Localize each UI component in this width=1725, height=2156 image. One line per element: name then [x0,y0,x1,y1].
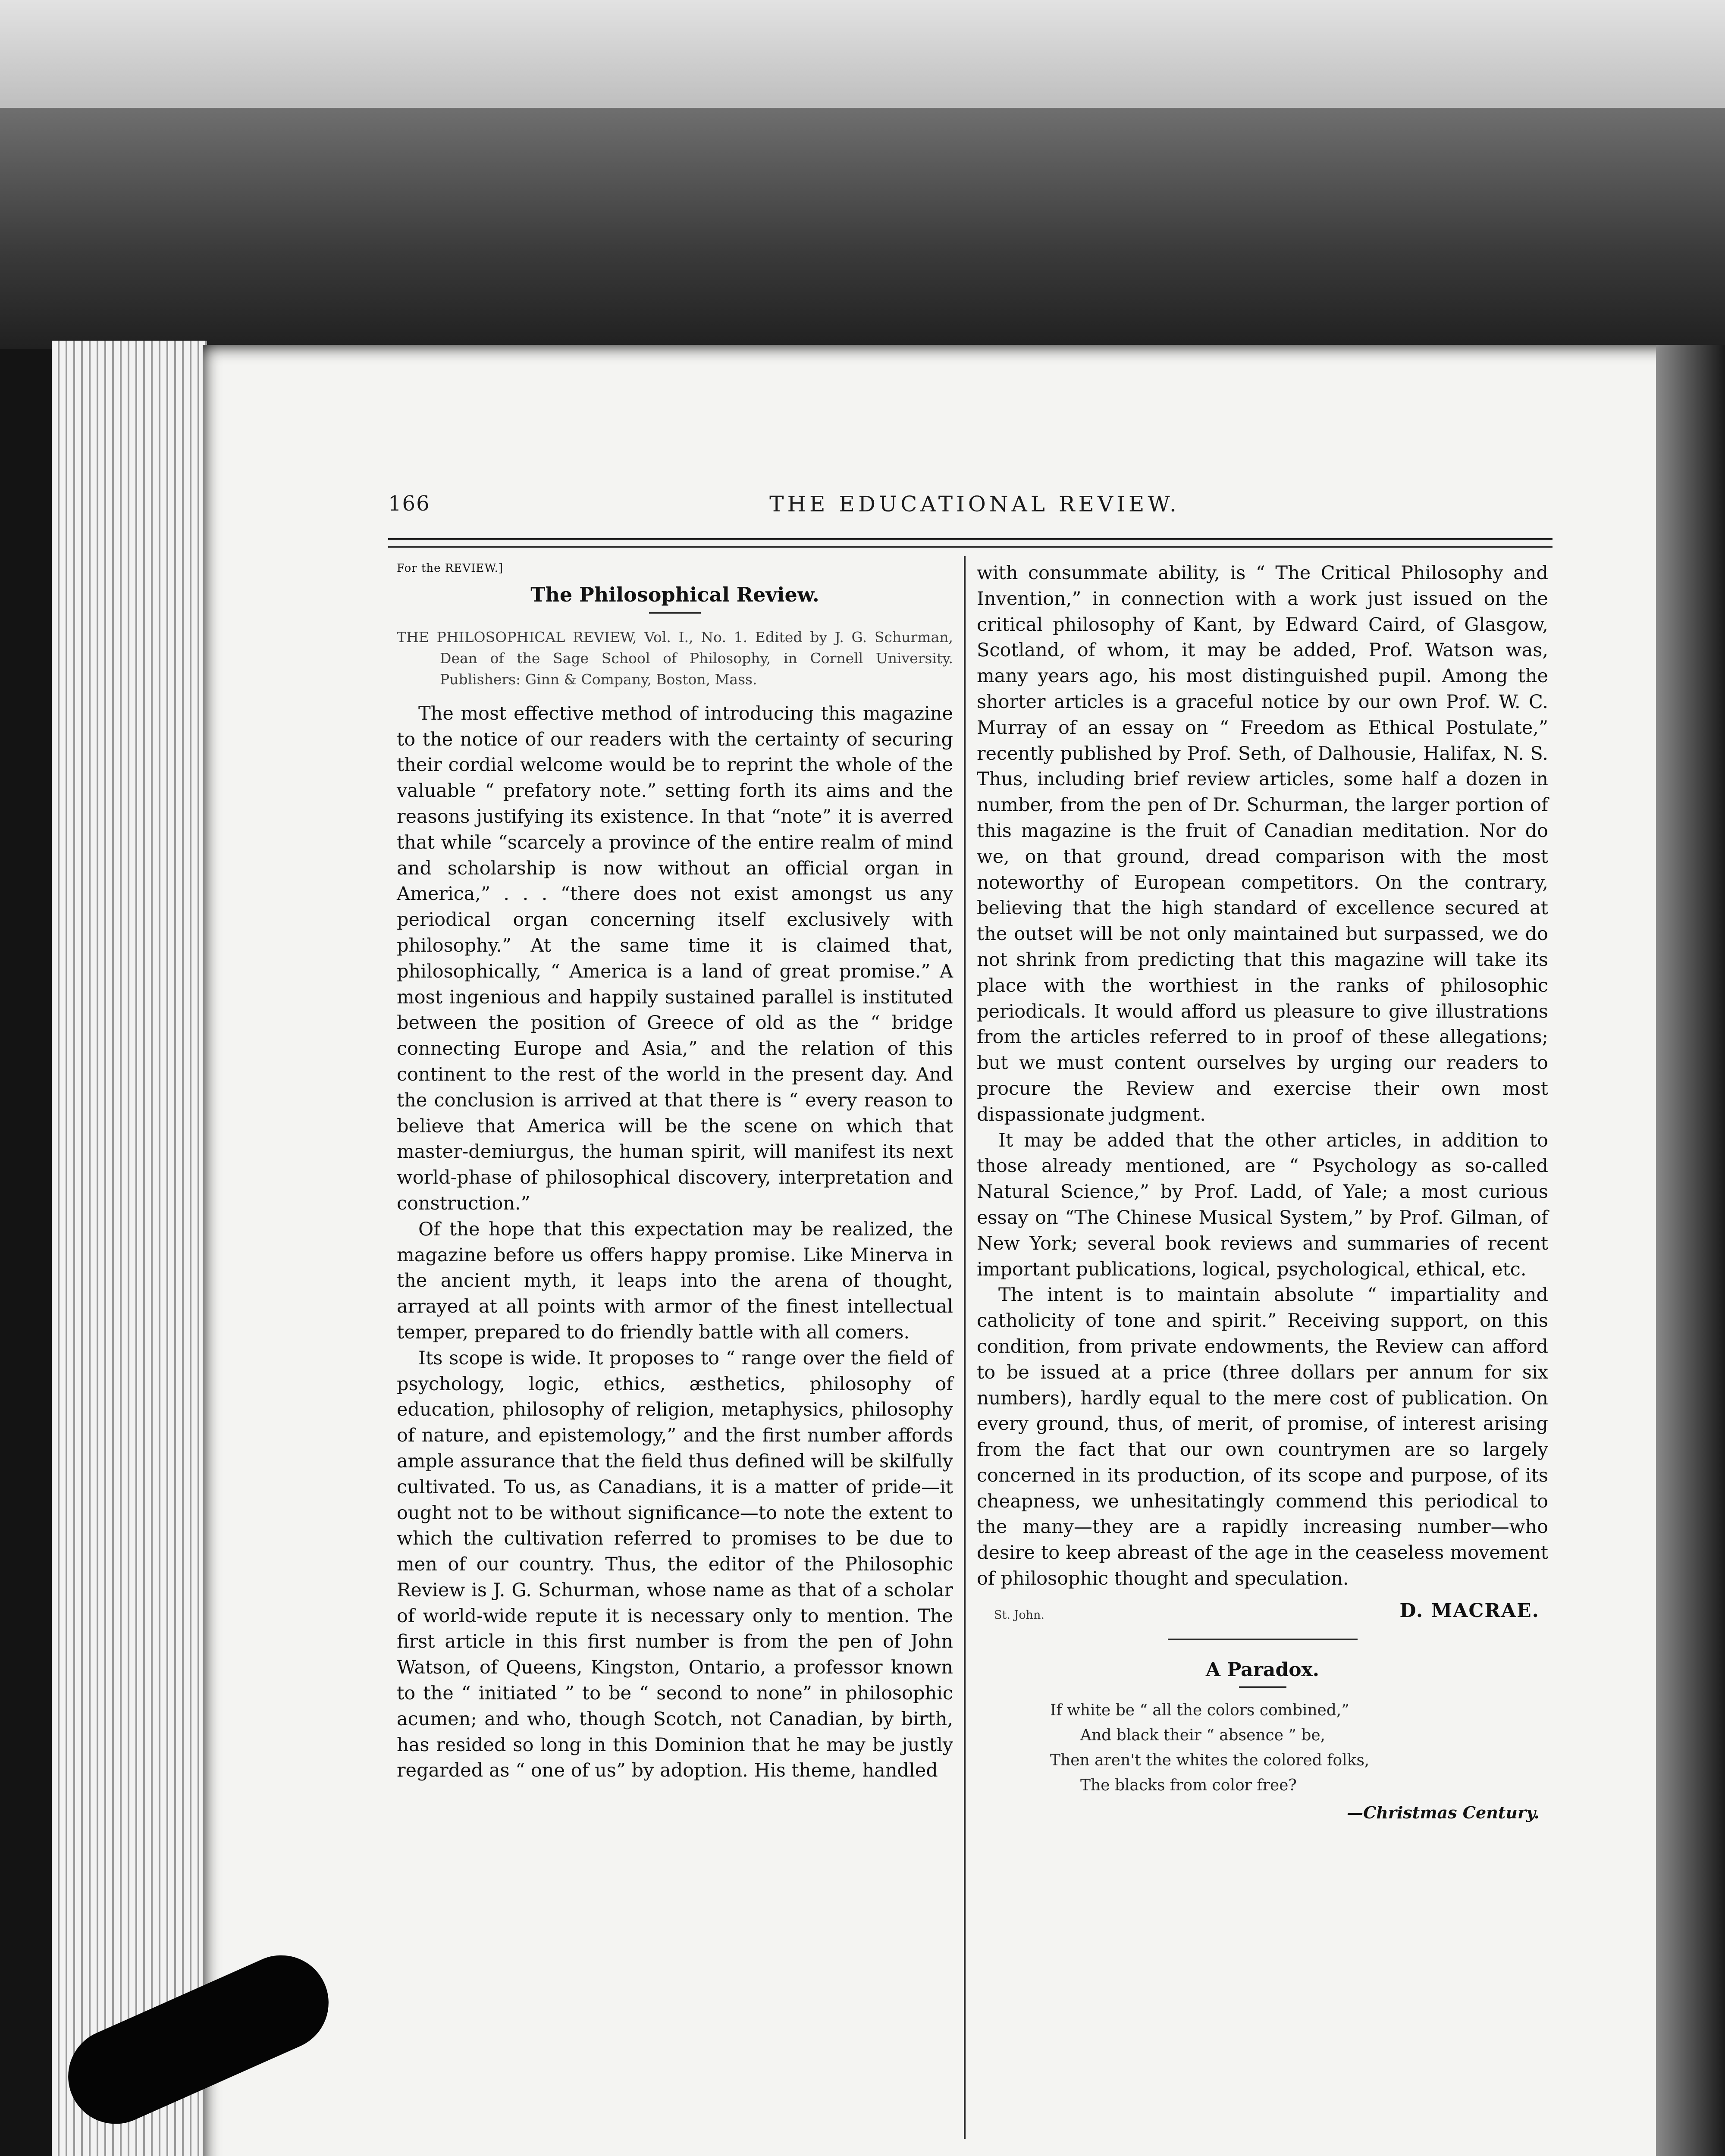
page-number: 166 [388,492,430,516]
poem-line: And black their “ absence ” be, [1080,1726,1326,1744]
title-rule [649,612,701,614]
header-rule [388,538,1552,548]
poem-credit: —Christmas Century. [1347,1802,1540,1822]
signature [977,1598,1548,1626]
page-gutter-shadow [1656,345,1725,2156]
signature-place: St. John. [994,1608,1044,1622]
column-rule [964,556,966,2139]
poem-line: Then aren't the whites the colored folks, [1050,1751,1370,1769]
left-column [397,561,953,1784]
article-paragraph: The intent is to maintain absolute “ impartiality and catholicity of tone and spirit.” Receiving support, on this condition, from private endowments, the Review can afford to be issued at a price (three dollars per annum for six numbers), hardly equal to the mere cost of publication. On every ground, thus, of merit, of promise, of interest arising from the fact that our own countrymen are so largely concerned in its production, of its scope and purpose, of its cheapness, we unhesitatingly commend this periodical to the many—they are a rapidly increasing number—who desire to keep abreast of the age in the ceaseless movement of philosophic thought and speculation. [977,1284,1548,1590]
article-credit: For the REVIEW.] [397,562,503,575]
right-column [977,561,1548,1825]
article-paragraph: Its scope is wide. It proposes to “ range over the field of psychology, logic, ethics, æsthetics, philosophy of education, philosophy of religion, metaphysics, philosophy of nature, and epistemology,” and the first number affords ample assurance that the field thus defined will be skilfully cultivated. To us, as Canadians, it is a matter of pride—it ought not to be without significance—to note the extent to which the cultivation referred to promises to be due to men of our country. Thus, the editor of the Philosophic Review is J. G. Schurman, whose name as that of a scholar of world-wide repute it is necessary only to mention. The first article in this first number is from the pen of John Watson, of Queens, Kingston, Ontario, a professor known to the “ initiated ” to be “ second to none” in philosophic acumen; and who, though Scotch, not Canadian, by birth, has resided so long in this Dominion that he may be justly regarded as “ one of us” by adoption. His theme, handled [397,1347,953,1782]
section-separator [1168,1639,1358,1640]
scan-dark-band [0,108,1725,349]
running-head [388,492,1561,526]
book-page-edges [52,341,207,2156]
poem-line: If white be “ all the colors combined,” [1050,1701,1349,1719]
poem-line: The blacks from color free? [1080,1776,1297,1794]
poem [977,1698,1548,1798]
scan-top-margin [0,0,1725,112]
poem-title: A Paradox. [1205,1658,1320,1681]
article-paragraph: It may be added that the other articles, in addition to those already mentioned, are “ Psychology as so-called Natural Science,” by Prof. Ladd, of Yale; a most curious essay on “The Chinese Musical System,” by Prof. Gilman, of New York; several book reviews and summaries of recent important publications, logical, psychological, ethical, etc. [977,1129,1548,1280]
article-paragraph: The most effective method of introducing this magazine to the notice of our readers with the certainty of securing their cordial welcome would be to reprint the whole of the valuable “ prefatory note.” setting forth its aims and the reasons justifying its existence. In that “note” it is averred that while “scarcely a province of the entire realm of mind and scholarship is now without an official organ in America,” . . . “there does not exist amongst us any periodical organ concerning itself exclusively with philosophy.” At the same time it is claimed that, philosophically, “ America is a land of great promise.” A most ingenious and happily sustained parallel is instituted between the position of Greece of old as the “ bridge connecting Europe and Asia,” and the relation of this continent to the rest of the world in the present day. And the conclusion is arrived at that there is “ every reason to believe that America will be the scene on which that master-demiurgus, the human spirit, will manifest its next world-phase of philosophical discovery, interpretation and construction.” [397,702,953,1214]
signature-name: D. MACRAE. [1399,1599,1540,1622]
article-paragraph: Of the hope that this expectation may be realized, the magazine before us offers happy promise. Like Minerva in the ancient myth, it leaps into the arena of thought, arrayed at all points with armor of the finest intellectual temper, prepared to do friendly battle with all comers. [397,1218,953,1343]
poem-rule [1239,1686,1286,1688]
journal-title: THE EDUCATIONAL REVIEW. [769,492,1180,517]
article-paragraph: with consummate ability, is “ The Critical Philosophy and Invention,” in connection with a work just issued on the critical philosophy of Kant, by Edward Caird, of Glasgow, Scotland, of whom, it may be added, Prof. Watson was, many years ago, his most distinguished pupil. Among the shorter articles is a graceful notice by our own Prof. W. C. Murray of an essay on “ Freedom as Ethical Postulate,” recently published by Prof. Seth, of Dalhousie, Halifax, N. S. Thus, including brief review articles, some half a dozen in number, from the pen of Dr. Schurman, the larger portion of this magazine is the fruit of Canadian meditation. Nor do we, on that ground, dread comparison with the most noteworthy of European competitors. On the contrary, believing that the high standard of excellence secured at the outset will be not only maintained but surpassed, we do not shrink from predicting that this magazine will take its place with the worthiest in the ranks of philosophic periodicals. It would afford us pleasure to give illustrations from the articles referred to in proof of these allegations; but we must content ourselves by urging our readers to procure the Review and exercise their own most dispassionate judgment. [977,562,1548,1125]
article-title: The Philosophical Review. [530,583,819,606]
article-citation: THE PHILOSOPHICAL REVIEW, Vol. I., No. 1. Edited by J. G. Schurman, Dean of the Sage School of Philosophy, in Cornell University. Publishers: Ginn & Company, Boston, Mass. [397,628,953,688]
